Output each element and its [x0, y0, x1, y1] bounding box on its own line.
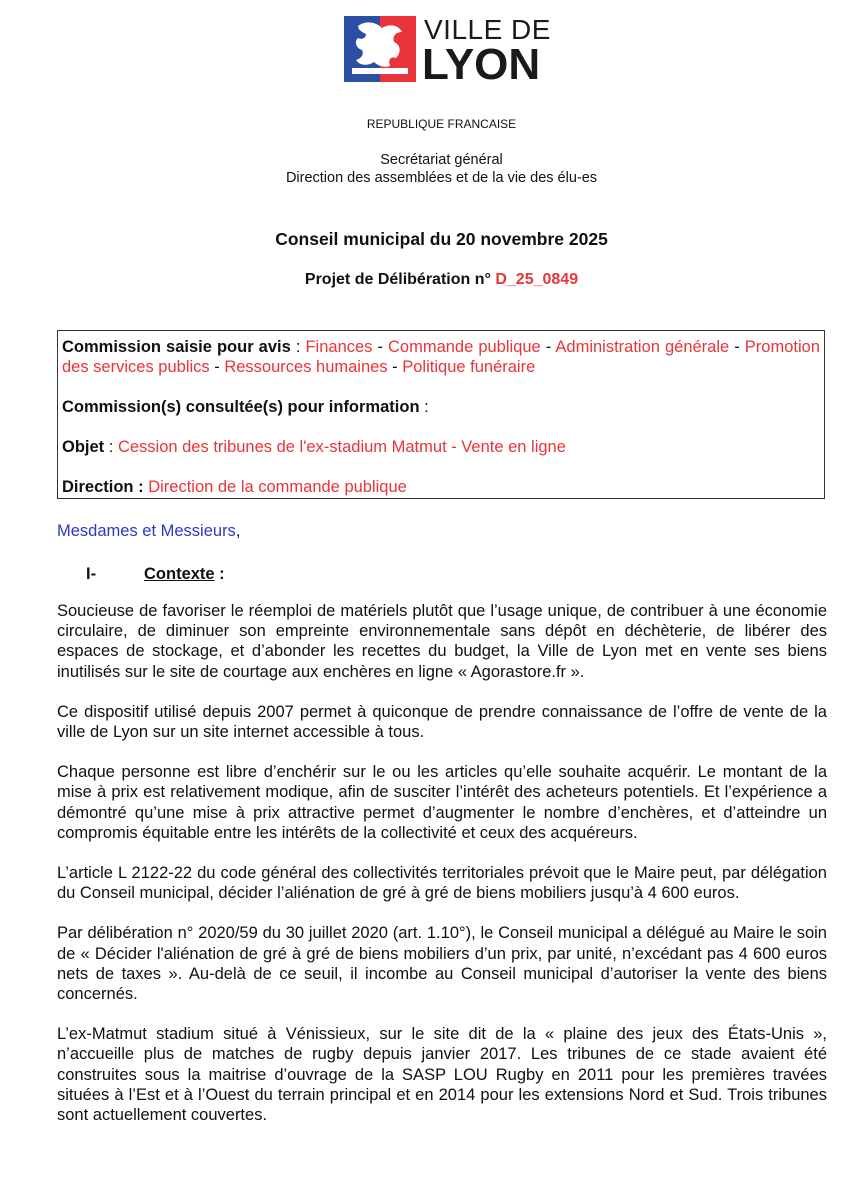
- ville-de-lyon-logo: [344, 14, 551, 89]
- objet-label: Objet: [62, 438, 105, 456]
- projet-number: D_25_0849: [495, 271, 579, 288]
- paragraph: Soucieuse de favoriser le réemploi de matériels plutôt que l’usage unique, de contribuer à une économie circulaire, de diminuer son empreinte environnementale sans dépôt en déchèterie, de libérer des espaces de stockage, et d’abonder les recettes du budget, la Ville de Lyon met en vente ses biens inutilisés sur le site de courtage aux enchères en ligne « Agorastore.fr ».: [57, 602, 827, 681]
- logo-text-lyon: LYON: [422, 40, 541, 89]
- paragraph: L’article L 2122-22 du code général des collectivités territoriales prévoit que le Maire peut, par délégation du Conseil municipal, décider l’aliénation de gré à gré de biens mobiliers jusqu’à 4 600 euros.: [57, 864, 827, 903]
- direction-label: Direction :: [62, 478, 144, 496]
- republique-label: REPUBLIQUE FRANCAISE: [366, 117, 517, 131]
- avis-item: Politique funéraire: [402, 358, 536, 376]
- avis-label: Commission saisie pour avis: [62, 338, 291, 356]
- direction-value: Direction de la commande publique: [148, 478, 407, 496]
- paragraph: Chaque personne est libre d’enchérir sur le ou les articles qu’elle souhaite acquérir. Le montant de la mise à prix est relativement modique, afin de susciter l’intérêt des acheteurs potentiels. Et l’expérience a démontré qu’une mise à prix attractive permet d’augmenter le nombre d’enchères, et d’atteindre un compromis équitable entre les intérêts de la collectivité et ceux des acquéreurs.: [57, 763, 827, 842]
- lion-emblem-icon: [344, 16, 416, 82]
- objet-line: Objet : Cession des tribunes de l'ex-stadium Matmut - Vente en ligne: [62, 438, 566, 456]
- avis-item: Ressources humaines: [224, 358, 388, 376]
- secretariat-label: Secrétariat général: [380, 152, 503, 168]
- header-services: [0, 151, 867, 187]
- meeting-title: Conseil municipal du 20 novembre 2025: [275, 229, 608, 249]
- direction-assemblees-label: Direction des assemblées et de la vie des élu-es: [285, 170, 598, 186]
- direction-line: [62, 477, 820, 497]
- logo-text-ville-de: VILLE DE: [424, 14, 551, 45]
- avis-item: Finances: [305, 338, 373, 356]
- avis-item: Commande publique: [388, 338, 541, 356]
- body-paragraphs: [57, 601, 827, 1145]
- section-title: Contexte: [144, 565, 215, 583]
- paragraph: Par délibération n° 2020/59 du 30 juillet 2020 (art. 1.10°), le Conseil municipal a délégué au Maire le soin de « Décider l'aliénation de gré à gré de biens mobiliers d’un prix, par unité, n’excédant pas 4 600 euros nets de taxes ». Au-delà de ce seuil, il incombe au Conseil municipal d’autoriser la vente des biens concernés.: [57, 924, 827, 1004]
- section-number: I-: [86, 565, 97, 583]
- section-heading: I- Contexte :: [86, 565, 225, 583]
- objet-value: Cession des tribunes de l'ex-stadium Matmut - Vente en ligne: [117, 438, 566, 456]
- avis-item: Administration générale: [555, 338, 730, 356]
- commission-avis-line: Commission saisie pour avis : Finances - Commande publique - Administration générale - Promotion des services publics - Ressources humaines - Politique funéraire: [62, 338, 820, 376]
- paragraph: L’ex-Matmut stadium situé à Vénissieux, sur le site dit de la « plaine des jeux des États-Unis », n’accueille plus de matches de rugby depuis janvier 2017. Les tribunes de ce stade avaient été construites sous la maitrise d’ouvrage de la SASP LOU Rugby en 2011 pour les premières travées situées à l’Est et à l’Ouest du terrain principal et en 2014 pour les extensions Nord et Sud. Trois tribunes sont actuellement couvertes.: [57, 1025, 827, 1125]
- info-label: Commission(s) consultée(s) pour information: [62, 398, 420, 416]
- projet-deliberation: [0, 271, 867, 289]
- projet-label: Projet de Délibération n°: [304, 271, 491, 288]
- commission-box: [57, 330, 825, 499]
- commission-info-line: Commission(s) consultée(s) pour information :: [62, 398, 429, 416]
- paragraph: Ce dispositif utilisé depuis 2007 permet à quiconque de prendre connaissance de l’offre de vente de la ville de Lyon sur un site internet accessible à tous.: [57, 702, 827, 742]
- greeting: Mesdames et Messieurs,: [57, 522, 241, 540]
- avis-item: Promotion des services publics: [62, 338, 820, 376]
